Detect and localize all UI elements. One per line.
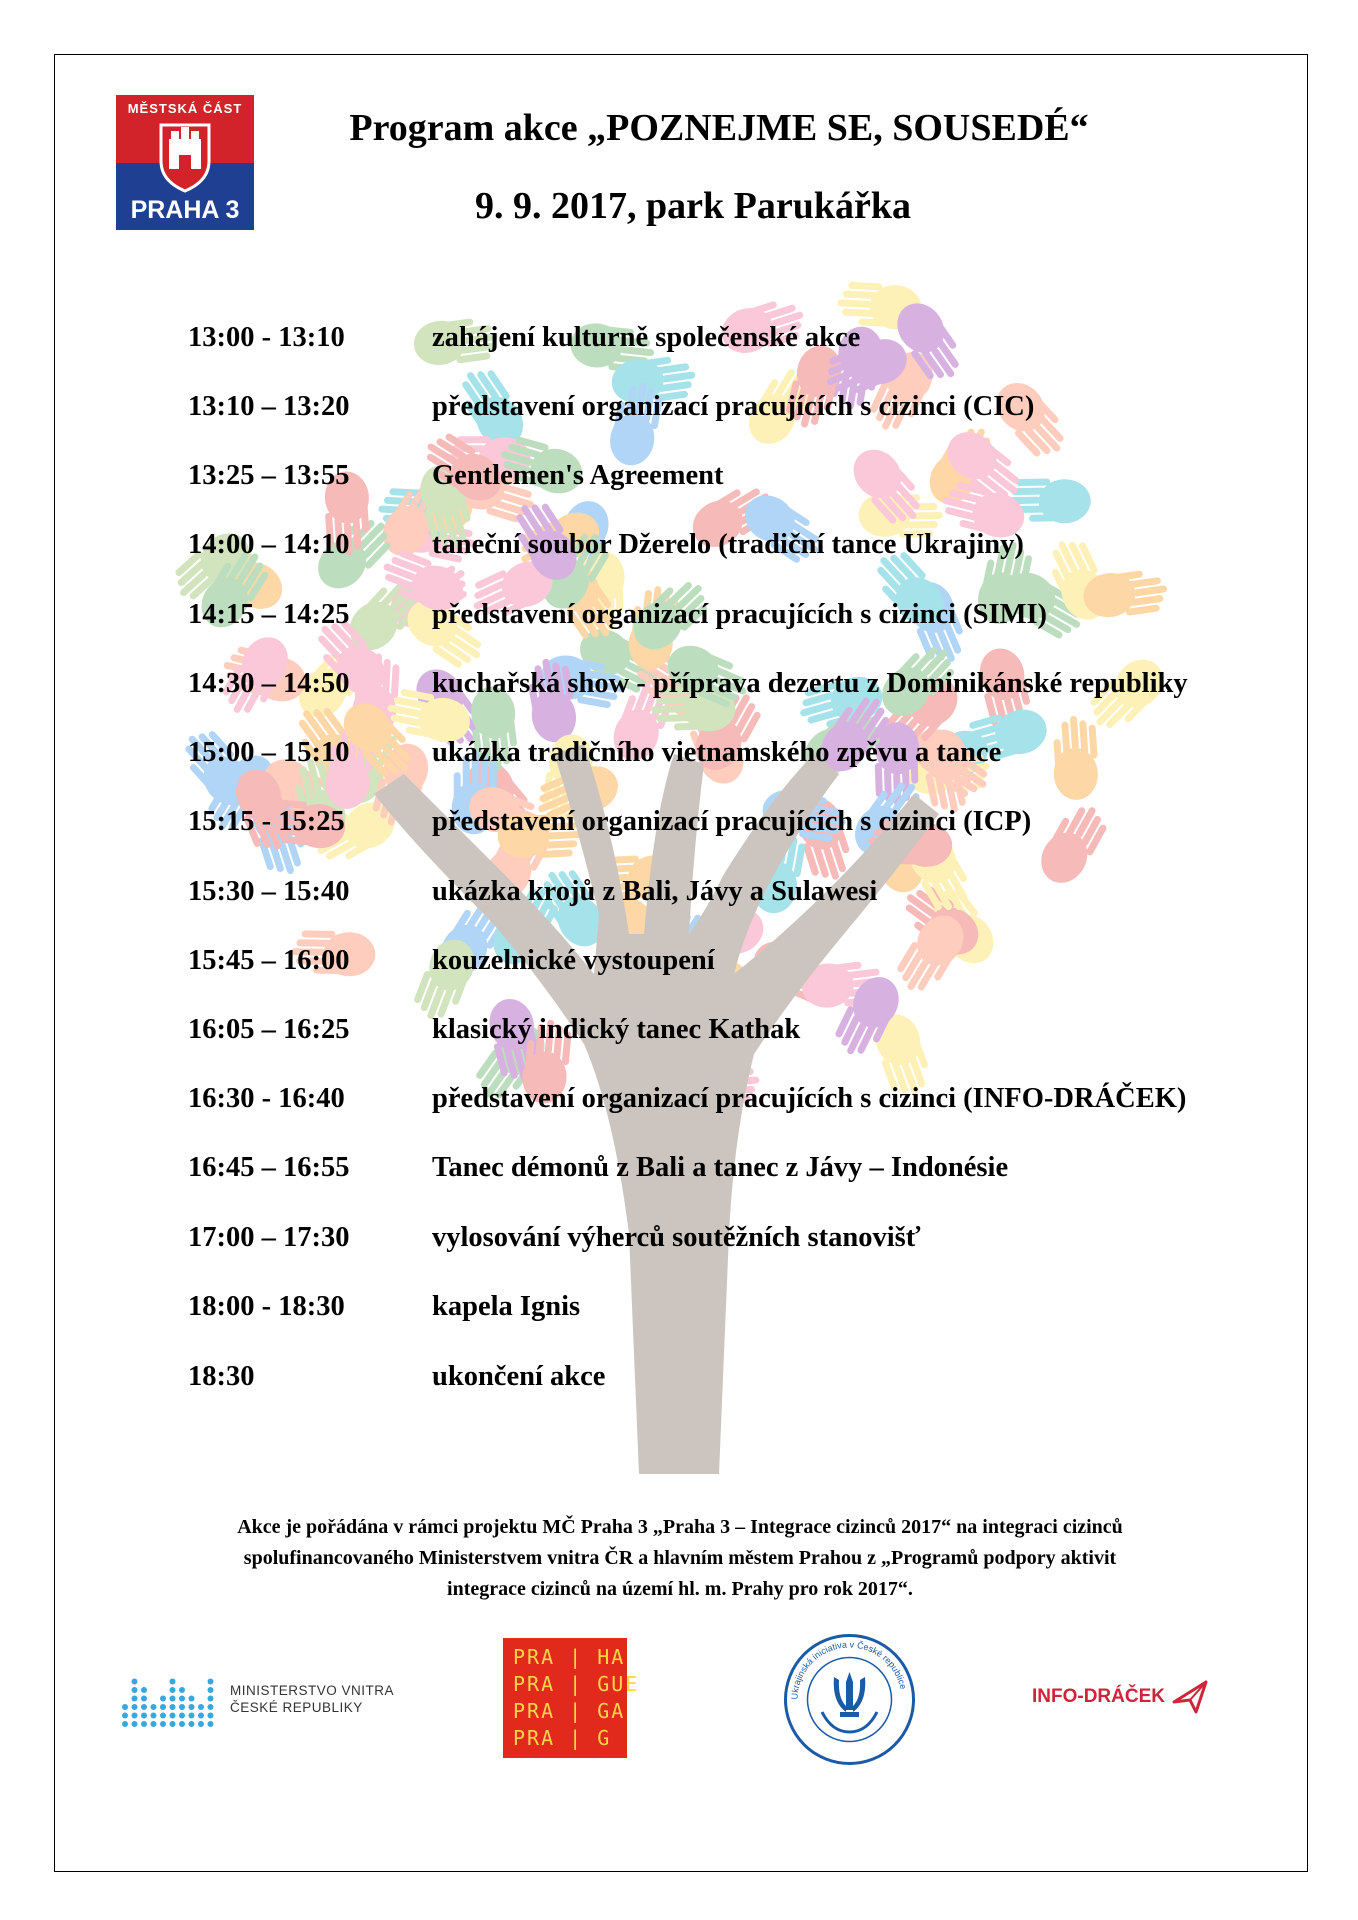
program-time: 18:00 - 18:30 bbox=[188, 1291, 345, 1322]
prague-city-logo bbox=[503, 1638, 640, 1758]
program-row bbox=[188, 1222, 1308, 1262]
ministry-dot bbox=[179, 1696, 185, 1702]
ministry-dot bbox=[208, 1704, 214, 1710]
prague-logo-row: PRA | G bbox=[513, 1726, 612, 1750]
funding-note-line: integrace cizinců na území hl. m. Prahy pro rok 2017“. bbox=[447, 1578, 913, 1600]
ministry-dot bbox=[141, 1696, 147, 1702]
ministry-dot bbox=[132, 1679, 138, 1685]
program-activity: představení organizací pracujících s cizinci (INFO-DRÁČEK) bbox=[432, 1083, 1187, 1114]
ministry-dot bbox=[160, 1704, 166, 1710]
ministry-dot bbox=[160, 1696, 166, 1702]
ukrainian-initiative-text: Ukrajinská iniciativa v České republice bbox=[789, 1639, 909, 1700]
ministry-dot bbox=[170, 1704, 176, 1710]
ministry-dot bbox=[198, 1721, 204, 1727]
kite-icon bbox=[1172, 1680, 1208, 1714]
program-activity: ukázka tradičního vietnamského zpěvu a tance bbox=[432, 737, 1002, 768]
program-time: 14:30 – 14:50 bbox=[188, 668, 350, 699]
program-row bbox=[188, 391, 1308, 431]
praha3-logo-bottom-text: PRAHA 3 bbox=[130, 196, 240, 224]
ministry-dot bbox=[160, 1713, 166, 1719]
ministry-dot bbox=[170, 1679, 176, 1685]
program-row bbox=[188, 460, 1308, 500]
program-row bbox=[188, 599, 1308, 639]
ministry-interior-logo bbox=[120, 1652, 395, 1732]
program-time: 17:00 – 17:30 bbox=[188, 1222, 350, 1253]
event-date-place: 9. 9. 2017, park Parukářka bbox=[475, 185, 911, 227]
program-activity: zahájení kulturně společenské akce bbox=[432, 322, 861, 353]
program-row bbox=[188, 1291, 1308, 1331]
program-activity: kuchařská show - příprava dezertu z Dominikánské republiky bbox=[432, 668, 1188, 699]
ministry-dot bbox=[179, 1721, 185, 1727]
ministry-dot bbox=[122, 1713, 128, 1719]
page-title: Program akce „POZNEJME SE, SOUSEDÉ“ bbox=[349, 107, 1089, 149]
program-time: 14:15 – 14:25 bbox=[188, 599, 350, 630]
ministry-dot bbox=[179, 1704, 185, 1710]
ministry-dot bbox=[122, 1721, 128, 1727]
info-dracek-logo bbox=[1030, 1676, 1210, 1720]
ministry-dot bbox=[160, 1721, 166, 1727]
ministry-dot bbox=[170, 1696, 176, 1702]
ministry-dot bbox=[132, 1687, 138, 1693]
ministry-dot bbox=[141, 1687, 147, 1693]
ministry-logo-text bbox=[230, 1682, 394, 1716]
program-activity: kapela Ignis bbox=[432, 1291, 581, 1322]
program-time: 15:30 – 15:40 bbox=[188, 876, 350, 907]
ministry-dot bbox=[189, 1704, 195, 1710]
program-row bbox=[188, 1083, 1308, 1123]
funding-note bbox=[180, 1512, 1180, 1605]
program-time: 18:30 bbox=[188, 1361, 255, 1392]
program-row bbox=[188, 1361, 1308, 1401]
ministry-dot bbox=[208, 1713, 214, 1719]
ministry-dot bbox=[198, 1713, 204, 1719]
ministry-dot bbox=[208, 1679, 214, 1685]
program-activity: představení organizací pracujících s cizinci (ICP) bbox=[432, 806, 1032, 837]
program-time: 15:00 – 15:10 bbox=[188, 737, 350, 768]
program-row bbox=[188, 945, 1308, 985]
ministry-dot bbox=[141, 1713, 147, 1719]
program-time: 13:00 - 13:10 bbox=[188, 322, 345, 353]
program-row bbox=[188, 1152, 1308, 1192]
ministry-dot bbox=[189, 1721, 195, 1727]
ministry-dot bbox=[151, 1721, 157, 1727]
ministry-dot bbox=[179, 1687, 185, 1693]
ministry-dot bbox=[132, 1696, 138, 1702]
ministry-dot bbox=[170, 1721, 176, 1727]
program-activity: Tanec démonů z Bali a tanec z Jávy – Indonésie bbox=[432, 1152, 1009, 1183]
ministry-dot bbox=[208, 1696, 214, 1702]
program-row bbox=[188, 1014, 1308, 1054]
ministry-dot bbox=[170, 1713, 176, 1719]
program-activity: představení organizací pracujících s cizinci (SIMI) bbox=[432, 599, 1048, 630]
program-activity: Gentlemen's Agreement bbox=[432, 460, 724, 491]
ministry-dot bbox=[122, 1704, 128, 1710]
program-row bbox=[188, 668, 1308, 708]
program-row bbox=[188, 737, 1308, 777]
ministry-dot bbox=[141, 1704, 147, 1710]
program-time: 13:25 – 13:55 bbox=[188, 460, 350, 491]
prague-logo-row: PRA | HA bbox=[513, 1645, 626, 1669]
ministry-dot bbox=[179, 1713, 185, 1719]
ministry-dot bbox=[151, 1713, 157, 1719]
ministry-dot bbox=[189, 1696, 195, 1702]
praha3-logo-top-text: MĚSTSKÁ ČÁST bbox=[127, 101, 243, 116]
program-row bbox=[188, 876, 1308, 916]
program-activity: představení organizací pracujících s cizinci (CIC) bbox=[432, 391, 1035, 422]
ukrainian-initiative-logo bbox=[782, 1632, 917, 1767]
program-time: 13:10 – 13:20 bbox=[188, 391, 350, 422]
program-time: 15:45 – 16:00 bbox=[188, 945, 350, 976]
program-activity: ukázka krojů z Bali, Jávy a Sulawesi bbox=[432, 876, 878, 907]
prague-logo-row: PRA | GUE bbox=[513, 1672, 640, 1696]
prague-logo-text bbox=[513, 1644, 639, 1752]
ministry-dot bbox=[151, 1704, 157, 1710]
program-activity: ukončení akce bbox=[432, 1361, 606, 1392]
program-activity: vylosování výherců soutěžních stanovišť bbox=[432, 1222, 921, 1253]
ministry-dot bbox=[141, 1721, 147, 1727]
ministry-dot bbox=[208, 1721, 214, 1727]
prague-logo-row: PRA | GA bbox=[513, 1699, 626, 1723]
program-time: 16:30 - 16:40 bbox=[188, 1083, 345, 1114]
ministry-logo-line: ČESKÉ REPUBLIKY bbox=[230, 1700, 363, 1715]
program-time: 16:05 – 16:25 bbox=[188, 1014, 350, 1045]
program-time: 16:45 – 16:55 bbox=[188, 1152, 350, 1183]
program-time: 14:00 – 14:10 bbox=[188, 529, 350, 560]
ministry-dot bbox=[208, 1687, 214, 1693]
funding-note-line: Akce je pořádána v rámci projektu MČ Praha 3 „Praha 3 – Integrace cizinců 2017“ na integraci cizinců bbox=[237, 1516, 1123, 1538]
ministry-logo-line: MINISTERSTVO VNITRA bbox=[230, 1683, 395, 1698]
program-time: 15:15 - 15:25 bbox=[188, 806, 345, 837]
ministry-dot bbox=[132, 1713, 138, 1719]
info-dracek-text: INFO-DRÁČEK bbox=[1032, 1686, 1165, 1707]
program-row bbox=[188, 529, 1308, 569]
ministry-dot bbox=[132, 1704, 138, 1710]
program-activity: kouzelnické vystoupení bbox=[432, 945, 715, 976]
program-row bbox=[188, 322, 1308, 362]
program-activity: taneční soubor Džerelo (tradiční tance Ukrajiny) bbox=[432, 529, 1024, 560]
ministry-dot bbox=[189, 1713, 195, 1719]
program-row bbox=[188, 806, 1308, 846]
funding-note-line: spolufinancovaného Ministerstvem vnitra ČR a hlavním městem Prahou z „Programů podpory aktivit bbox=[243, 1547, 1117, 1569]
ministry-dot bbox=[170, 1687, 176, 1693]
program-activity: klasický indický tanec Kathak bbox=[432, 1014, 801, 1045]
ministry-dot bbox=[198, 1704, 204, 1710]
ministry-dots-icon bbox=[120, 1652, 220, 1732]
ministry-dot bbox=[132, 1721, 138, 1727]
